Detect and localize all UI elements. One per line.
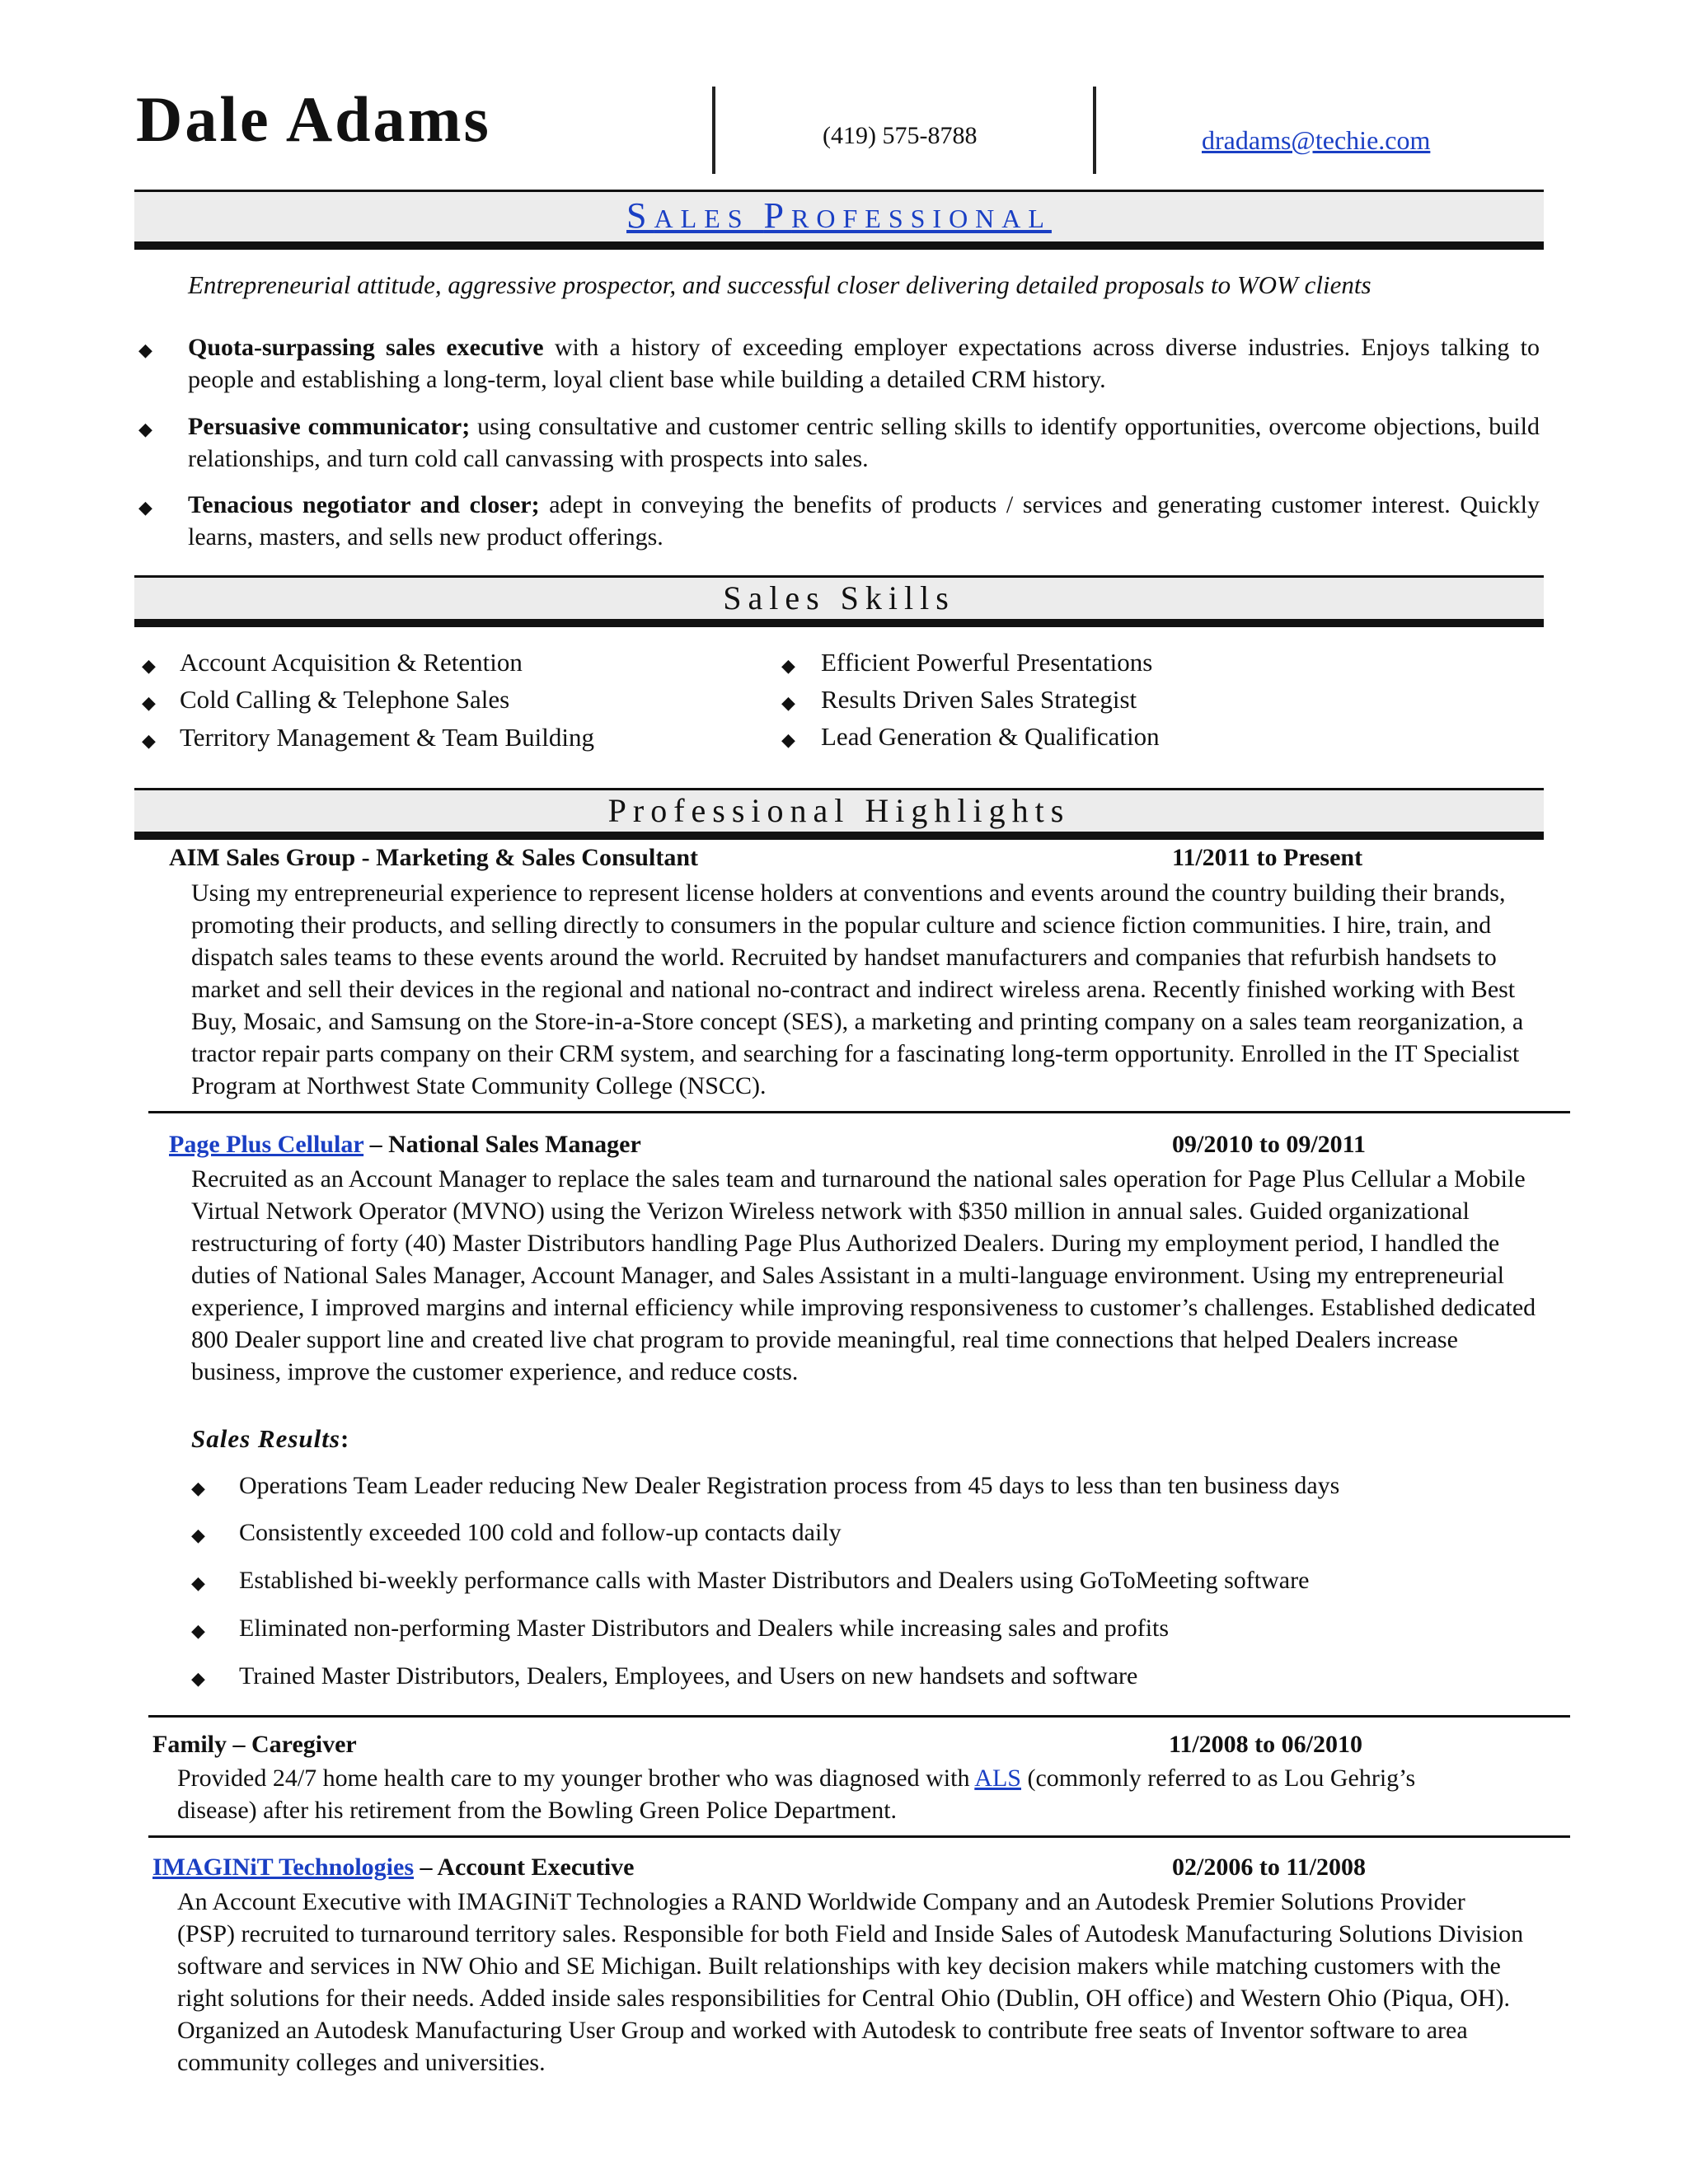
job-divider [148, 1111, 1570, 1113]
profile-bullet: Tenacious negotiator and closer; adept in conveying the benefits of products / services and generating customer interest. Quickly learns, masters, and sells new product offerings. [188, 491, 1540, 551]
result-item: Operations Team Leader reducing New Dealer Registration process from 45 days to less than ten business days [239, 1472, 1340, 1499]
job-heading: Page Plus Cellular – National Sales Manager [169, 1131, 641, 1158]
diamond-bullet-icon: ◆ [138, 497, 152, 518]
diamond-bullet-icon: ◆ [138, 419, 152, 439]
skill-item: Territory Management & Team Building [180, 723, 595, 752]
diamond-bullet-icon: ◆ [191, 1620, 205, 1641]
result-item: Consistently exceeded 100 cold and follow-up contacts daily [239, 1519, 842, 1546]
header-divider [712, 87, 715, 174]
profile-title: SALES PROFESSIONAL [626, 195, 1052, 236]
skill-item: Lead Generation & Qualification [821, 722, 1160, 751]
header-divider [1093, 87, 1096, 174]
section-rule [134, 241, 1544, 250]
result-item: Trained Master Distributors, Dealers, Employees, and Users on new handsets and software [239, 1662, 1138, 1690]
job-description: Using my entrepreneurial experience to represent license holders at conventions and events around the country building their brands, promoting their products, and selling directly to consumers in the popular culture and science fiction communities. I hire, train, and dispatch sales teams to these events around the world. Recruited by handset manufacturers and companies that refurbish handsets to market and sell their devices in the regional and national no-contract and indirect wireless arena. Recently finished working with Best Buy, Mosaic, and Samsung on the Store-in-a-Store concept (SES), a marketing and printing company on a sales team reorganization, a tractor repair parts company on their CRM system, and searching for a fascinating long-term opportunity. Enrolled in the IT Specialist Program at Northwest State Community College (NSCC). [191, 879, 1524, 1099]
job-divider [148, 1835, 1570, 1838]
job-description: An Account Executive with IMAGINiT Technologies a RAND Worldwide Company and an Autodesk Premier Solutions Provider (PSP) recruited to turnaround territory sales. Responsible for both Field and Inside Sales of Autodesk Manufacturing Solutions Division software and services in NW Ohio and SE Michigan. Built relationships with key decision makers while matching customers with the right solutions for their needs. Added inside sales responsibilities for Central Ohio (Dublin, OH office) and Western Ohio (Piqua, OH). Organized an Autodesk Manufacturing User Group and worked with Autodesk to contribute free seats of Inventor software to area community colleges and universities. [177, 1888, 1524, 2076]
diamond-bullet-icon: ◆ [191, 1668, 205, 1689]
profile-tagline: Entrepreneurial attitude, aggressive prospector, and successful closer delivering detailed proposals to WOW clients [188, 270, 1372, 299]
results-heading: Sales Results: [191, 1424, 350, 1453]
job-heading: AIM Sales Group - Marketing & Sales Consultant [169, 844, 698, 871]
job-dates: 11/2011 to Present [1172, 844, 1363, 871]
section-rule [134, 832, 1544, 840]
diamond-bullet-icon: ◆ [138, 340, 152, 360]
skill-item: Results Driven Sales Strategist [821, 685, 1137, 714]
job-dates: 02/2006 to 11/2008 [1172, 1854, 1367, 1881]
skill-item: Efficient Powerful Presentations [821, 648, 1153, 677]
email-link[interactable]: dradams@techie.com [1202, 125, 1431, 155]
job-description: Recruited as an Account Manager to replace the sales team and turnaround the national sales operation for Page Plus Cellular a Mobile Virtual Network Operator (MVNO) using the Verizon Wireless network with $350 million in annual sales. Guided organizational restructuring of forty (40) Master Distributors handling Page Plus Authorized Dealers. During my employment period, I handled the duties of National Sales Manager, Account Manager, and Sales Assistant in a multi-language environment. Using my entrepreneurial experience, I improved margins and internal efficiency while improving responsiveness to customer’s challenges. Established dedicated 800 Dealer support line and created live chat program to provide meaningful, real time connections that helped Dealers increase business, improve the customer experience, and reduce costs. [191, 1165, 1536, 1385]
candidate-name: Dale Adams [136, 83, 491, 155]
als-link[interactable]: ALS [974, 1765, 1021, 1792]
diamond-bullet-icon: ◆ [191, 1525, 205, 1545]
skills-title: Sales Skills [723, 579, 955, 616]
diamond-bullet-icon: ◆ [781, 729, 795, 750]
diamond-bullet-icon: ◆ [191, 1572, 205, 1593]
diamond-bullet-icon: ◆ [781, 692, 795, 713]
job-divider [148, 1715, 1570, 1718]
diamond-bullet-icon: ◆ [142, 692, 156, 713]
diamond-bullet-icon: ◆ [781, 655, 795, 676]
section-rule [134, 619, 1544, 627]
profile-bullet: Persuasive communicator; using consultative and customer centric selling skills to identify opportunities, overcome objections, build relationships, and turn cold call canvassing with prospects into sales. [188, 413, 1540, 472]
diamond-bullet-icon: ◆ [142, 655, 156, 676]
job-heading: Family – Caregiver [152, 1731, 357, 1758]
skill-item: Account Acquisition & Retention [180, 648, 523, 677]
phone-number: (419) 575-8788 [823, 122, 978, 149]
result-item: Eliminated non-performing Master Distributors and Dealers while increasing sales and profits [239, 1615, 1170, 1642]
job-dates: 11/2008 to 06/2010 [1169, 1731, 1363, 1758]
job-heading: IMAGINiT Technologies – Account Executive [152, 1854, 635, 1881]
job-description: Provided 24/7 home health care to my younger brother who was diagnosed with ALS (commonly referred to as Lou Gehrig’s disease) after his retirement from the Bowling Green Police Department. [177, 1765, 1416, 1824]
result-item: Established bi-weekly performance calls with Master Distributors and Dealers using GoToMeeting software [239, 1567, 1310, 1594]
skill-item: Cold Calling & Telephone Sales [180, 685, 510, 714]
company-link[interactable]: Page Plus Cellular [169, 1131, 364, 1158]
diamond-bullet-icon: ◆ [191, 1478, 205, 1498]
diamond-bullet-icon: ◆ [142, 730, 156, 751]
job-dates: 09/2010 to 09/2011 [1172, 1131, 1367, 1158]
profile-bullet: Quota-surpassing sales executive with a history of exceeding employer expectations across diverse industries. Enjoys talking to people and establishing a long-term, loyal client base while building a detailed CRM history. [188, 334, 1540, 393]
highlights-title: Professional Highlights [607, 792, 1071, 829]
company-link[interactable]: IMAGINiT Technologies [152, 1854, 415, 1881]
